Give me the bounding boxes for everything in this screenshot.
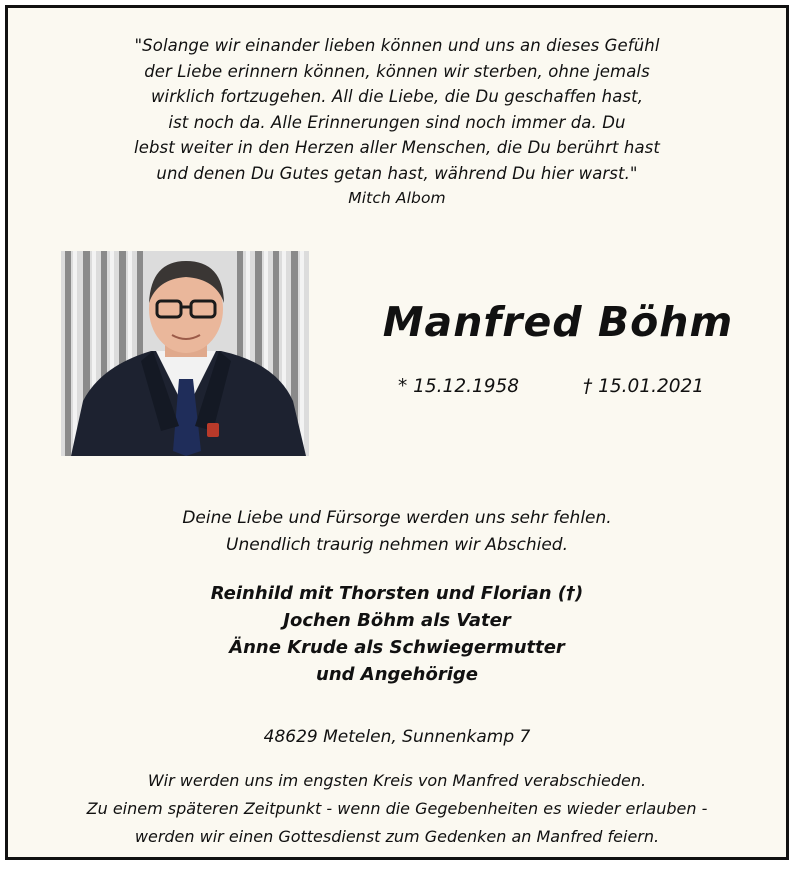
quote-line: wirklich fortzugehen. All die Liebe, die Du geschaffen hast, [150,87,644,106]
service-notice [8,767,786,851]
portrait-photo [61,251,309,456]
mourner-line: Reinhild mit Thorsten und Florian (†) [210,583,584,604]
notice-line: Wir werden uns im engsten Kreis von Manfred verabschieden. [147,771,647,790]
farewell-line: Unendlich traurig nehmen wir Abschied. [226,535,568,555]
mourner-line: und Angehörige [316,664,478,685]
family-address: 48629 Metelen, Sunnenkamp 7 [263,727,531,747]
obituary-frame [5,5,789,860]
death-date: † 15.01.2021 [583,376,705,397]
quote-author: Mitch Albom [348,189,446,207]
farewell-text [8,505,786,559]
farewell-line: Deine Liebe und Fürsorge werden uns sehr fehlen. [182,508,612,528]
quote-line: lebst weiter in den Herzen aller Menschen, die Du berührt hast [134,138,660,157]
notice-line: Zu einem späteren Zeitpunkt - wenn die Gegebenheiten es wieder erlauben - [86,799,708,818]
mourner-line: Änne Krude als Schwiegermutter [229,637,565,658]
quote-line: "Solange wir einander lieben können und uns an dieses Gefühl [134,36,660,55]
mourners-list [8,580,786,688]
memorial-quote [8,33,786,212]
notice-line: werden wir einen Gottesdienst zum Gedenken an Manfred feiern. [134,827,660,846]
deceased-name: Manfred Böhm [382,298,734,346]
quote-line: der Liebe erinnern können, können wir sterben, ohne jemals [144,61,650,81]
birth-date: * 15.12.1958 [398,376,520,397]
mourner-line: Jochen Böhm als Vater [283,610,511,631]
quote-line: und denen Du Gutes getan hast, während Du hier warst." [156,163,638,183]
quote-line: ist noch da. Alle Erinnerungen sind noch immer da. Du [168,112,626,132]
